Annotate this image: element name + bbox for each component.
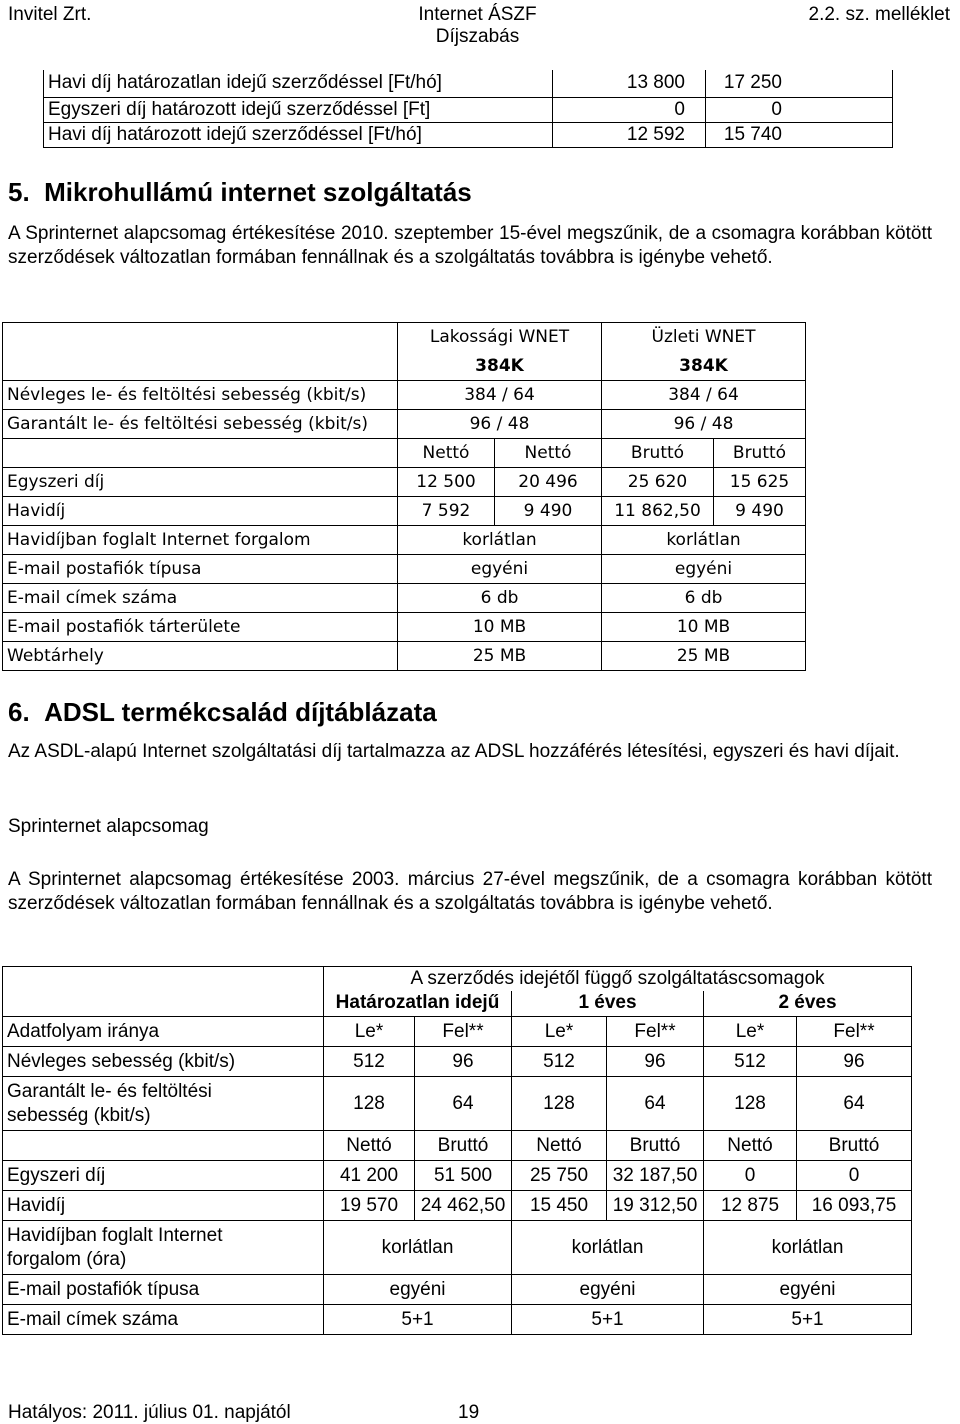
table-cell: Nettó: [495, 439, 602, 468]
table-cell: 96: [797, 1047, 912, 1077]
table-cell: E-mail postafiók típusa: [3, 555, 398, 584]
table-cell: Fel**: [797, 1017, 912, 1047]
table-cell: 19 570: [324, 1191, 415, 1221]
table-cell: Nettó: [512, 1131, 607, 1161]
table-cell: E-mail címek száma: [3, 584, 398, 613]
table-cell: korlátlan: [512, 1221, 704, 1275]
table-cell: Adatfolyam iránya: [3, 1017, 324, 1047]
table-cell: 96 / 48: [602, 410, 806, 439]
table-cell: 384K: [602, 352, 806, 381]
table-cell: 10 MB: [602, 613, 806, 642]
table-row: [3, 1221, 912, 1275]
table-row: [3, 1131, 912, 1161]
table-cell: 16 093,75: [797, 1191, 912, 1221]
table-cell: 5+1: [512, 1305, 704, 1335]
table-cell: 20 496: [495, 468, 602, 497]
table-cell: 11 862,50: [602, 497, 714, 526]
table-cell: 24 462,50: [415, 1191, 512, 1221]
table-row: [3, 1047, 912, 1077]
footer-page-number: 19: [458, 1402, 480, 1423]
table-cell: 96 / 48: [398, 410, 602, 439]
table-cell: 7 592: [398, 497, 495, 526]
section-6-paragraph-2: A Sprinternet alapcsomag értékesítése 2003. március 27-ével megszűnik, de a csomagra korábban kötött szerződések változatlan formában fennállnak és a szolgáltatás továbbra is igénybe vehető.: [8, 869, 932, 914]
table-cell: Bruttó: [797, 1131, 912, 1161]
table-cell: 17 250: [706, 70, 893, 97]
table-row: [44, 122, 893, 147]
table-cell: [3, 1131, 324, 1161]
header-doc-title-2: Díjszabás: [435, 26, 520, 47]
footer-effective-date: Hatályos: 2011. július 01. napjától: [8, 1402, 291, 1423]
table-row: [3, 497, 806, 526]
table-cell: 2 éves: [704, 991, 912, 1017]
table-row: [3, 1161, 912, 1191]
table-cell: korlátlan: [398, 526, 602, 555]
row-label-line: Garantált le- és feltöltési: [7, 1080, 212, 1102]
section-5-paragraph: A Sprinternet alapcsomag értékesítése 2010. szeptember 15-ével megszűnik, de a csomagra korábban kötött szerződések változatlan formában fennállnak és a szolgáltatás továbbra is igénybe vehető.: [8, 223, 932, 268]
table-cell: 15 450: [512, 1191, 607, 1221]
table-cell: 51 500: [415, 1161, 512, 1191]
table-cell: E-mail postafiók típusa: [3, 1275, 324, 1305]
table-cell: Nettó: [398, 439, 495, 468]
table-cell: 32 187,50: [607, 1161, 704, 1191]
table-row: [3, 410, 806, 439]
table-cell: 384K: [398, 352, 602, 381]
row-label-line: forgalom (óra): [7, 1248, 127, 1270]
table-cell: Bruttó: [415, 1131, 512, 1161]
header-company: Invitel Zrt.: [8, 4, 92, 25]
table-cell: 96: [607, 1047, 704, 1077]
table-cell: Névleges le- és feltöltési sebesség (kbit/s): [3, 381, 398, 410]
table-row: [3, 967, 912, 991]
table-cell: 41 200: [324, 1161, 415, 1191]
table-cell: 12 500: [398, 468, 495, 497]
table-cell: 1 éves: [512, 991, 704, 1017]
table-cell: 128: [324, 1077, 415, 1131]
top-fee-table: [43, 70, 893, 148]
table-cell: Egyszeri díj határozott idejű szerződéssel [Ft]: [44, 97, 553, 122]
table-cell: Fel**: [415, 1017, 512, 1047]
table-cell: 25 MB: [398, 642, 602, 671]
table-row: [3, 439, 806, 468]
table-cell: Le*: [324, 1017, 415, 1047]
table-cell: 6 db: [398, 584, 602, 613]
table-cell: 96: [415, 1047, 512, 1077]
section-6-title: 6. ADSL termékcsalád díjtáblázata: [8, 697, 437, 727]
table-cell: 25 620: [602, 468, 714, 497]
table-row: [44, 70, 893, 97]
table-cell: 0: [797, 1161, 912, 1191]
header-doc-title: [410, 4, 545, 48]
table-cell: 512: [704, 1047, 797, 1077]
table-cell: 12 592: [553, 122, 706, 147]
table-cell: korlátlan: [602, 526, 806, 555]
row-label-line: Havidíjban foglalt Internet: [7, 1224, 223, 1246]
table-cell: 9 490: [495, 497, 602, 526]
table-cell: Havidíj: [3, 497, 398, 526]
table-cell: 384 / 64: [602, 381, 806, 410]
table-cell: Névleges sebesség (kbit/s): [3, 1047, 324, 1077]
table-row: [3, 1017, 912, 1047]
table-cell: [3, 1077, 324, 1131]
table-cell: 128: [704, 1077, 797, 1131]
table-row: [3, 468, 806, 497]
table-cell: Bruttó: [602, 439, 714, 468]
table-cell: Havi díj határozott idejű szerződéssel [Ft/hó]: [44, 122, 553, 147]
table-row: [3, 1275, 912, 1305]
table-cell: Üzleti WNET: [602, 323, 806, 352]
table-cell: egyéni: [602, 555, 806, 584]
row-label-line: sebesség (kbit/s): [7, 1104, 151, 1126]
table-cell: 0: [553, 97, 706, 122]
section-6-subheading: Sprinternet alapcsomag: [8, 816, 209, 837]
table-cell: Le*: [704, 1017, 797, 1047]
table-cell: 5+1: [324, 1305, 512, 1335]
table-cell: Nettó: [324, 1131, 415, 1161]
table-cell: Havidíjban foglalt Internet forgalom: [3, 526, 398, 555]
table-cell: Havi díj határozatlan idejű szerződéssel [Ft/hó]: [44, 70, 553, 97]
table-cell: 12 875: [704, 1191, 797, 1221]
header-annex: 2.2. sz. melléklet: [808, 4, 950, 25]
table-cell: [3, 323, 398, 381]
table-cell: Fel**: [607, 1017, 704, 1047]
table-cell: [3, 1221, 324, 1275]
table-cell: Egyszeri díj: [3, 468, 398, 497]
table-cell: 64: [415, 1077, 512, 1131]
wnet-table: [2, 322, 806, 671]
table-cell: 64: [797, 1077, 912, 1131]
table-cell: Bruttó: [714, 439, 806, 468]
table-cell: Határozatlan idejű: [324, 991, 512, 1017]
table-row: [3, 381, 806, 410]
table-cell: 384 / 64: [398, 381, 602, 410]
table-row: [3, 526, 806, 555]
table-cell: egyéni: [324, 1275, 512, 1305]
table-cell: [3, 439, 398, 468]
table-cell: egyéni: [704, 1275, 912, 1305]
table-row: [3, 642, 806, 671]
table-cell: 5+1: [704, 1305, 912, 1335]
table-cell: A szerződés idejétől függő szolgáltatáscsomagok: [324, 967, 912, 991]
table-cell: Egyszeri díj: [3, 1161, 324, 1191]
adsl-table: [2, 966, 912, 1335]
table-cell: egyéni: [512, 1275, 704, 1305]
section-5-title: 5. Mikrohullámú internet szolgáltatás: [8, 177, 472, 207]
table-cell: 10 MB: [398, 613, 602, 642]
table-cell: 512: [324, 1047, 415, 1077]
table-cell: E-mail postafiók tárterülete: [3, 613, 398, 642]
header-doc-title-1: Internet ÁSZF: [418, 4, 537, 25]
table-cell: 15 625: [714, 468, 806, 497]
table-cell: 15 740: [706, 122, 893, 147]
table-cell: 19 312,50: [607, 1191, 704, 1221]
section-6-paragraph-1: Az ASDL-alapú Internet szolgáltatási díj tartalmazza az ADSL hozzáférés létesítési, egyszeri és havi díjait.: [8, 741, 900, 762]
table-cell: korlátlan: [324, 1221, 512, 1275]
table-cell: Lakossági WNET: [398, 323, 602, 352]
table-cell: korlátlan: [704, 1221, 912, 1275]
table-row: [3, 1191, 912, 1221]
table-cell: E-mail címek száma: [3, 1305, 324, 1335]
table-cell: 0: [704, 1161, 797, 1191]
table-cell: 25 MB: [602, 642, 806, 671]
table-cell: Havidíj: [3, 1191, 324, 1221]
table-row: [3, 1305, 912, 1335]
table-cell: [3, 967, 324, 1017]
table-cell: 6 db: [602, 584, 806, 613]
table-cell: Nettó: [704, 1131, 797, 1161]
table-cell: 9 490: [714, 497, 806, 526]
table-cell: 25 750: [512, 1161, 607, 1191]
table-row: [3, 613, 806, 642]
table-cell: 512: [512, 1047, 607, 1077]
table-cell: 64: [607, 1077, 704, 1131]
table-cell: 128: [512, 1077, 607, 1131]
table-cell: Le*: [512, 1017, 607, 1047]
table-row: [3, 323, 806, 352]
table-cell: 0: [706, 97, 893, 122]
table-row: [3, 1077, 912, 1131]
table-row: [3, 555, 806, 584]
table-cell: Garantált le- és feltöltési sebesség (kbit/s): [3, 410, 398, 439]
table-cell: Webtárhely: [3, 642, 398, 671]
table-cell: 13 800: [553, 70, 706, 97]
table-row: [44, 97, 893, 122]
table-cell: Bruttó: [607, 1131, 704, 1161]
table-row: [3, 584, 806, 613]
table-cell: egyéni: [398, 555, 602, 584]
